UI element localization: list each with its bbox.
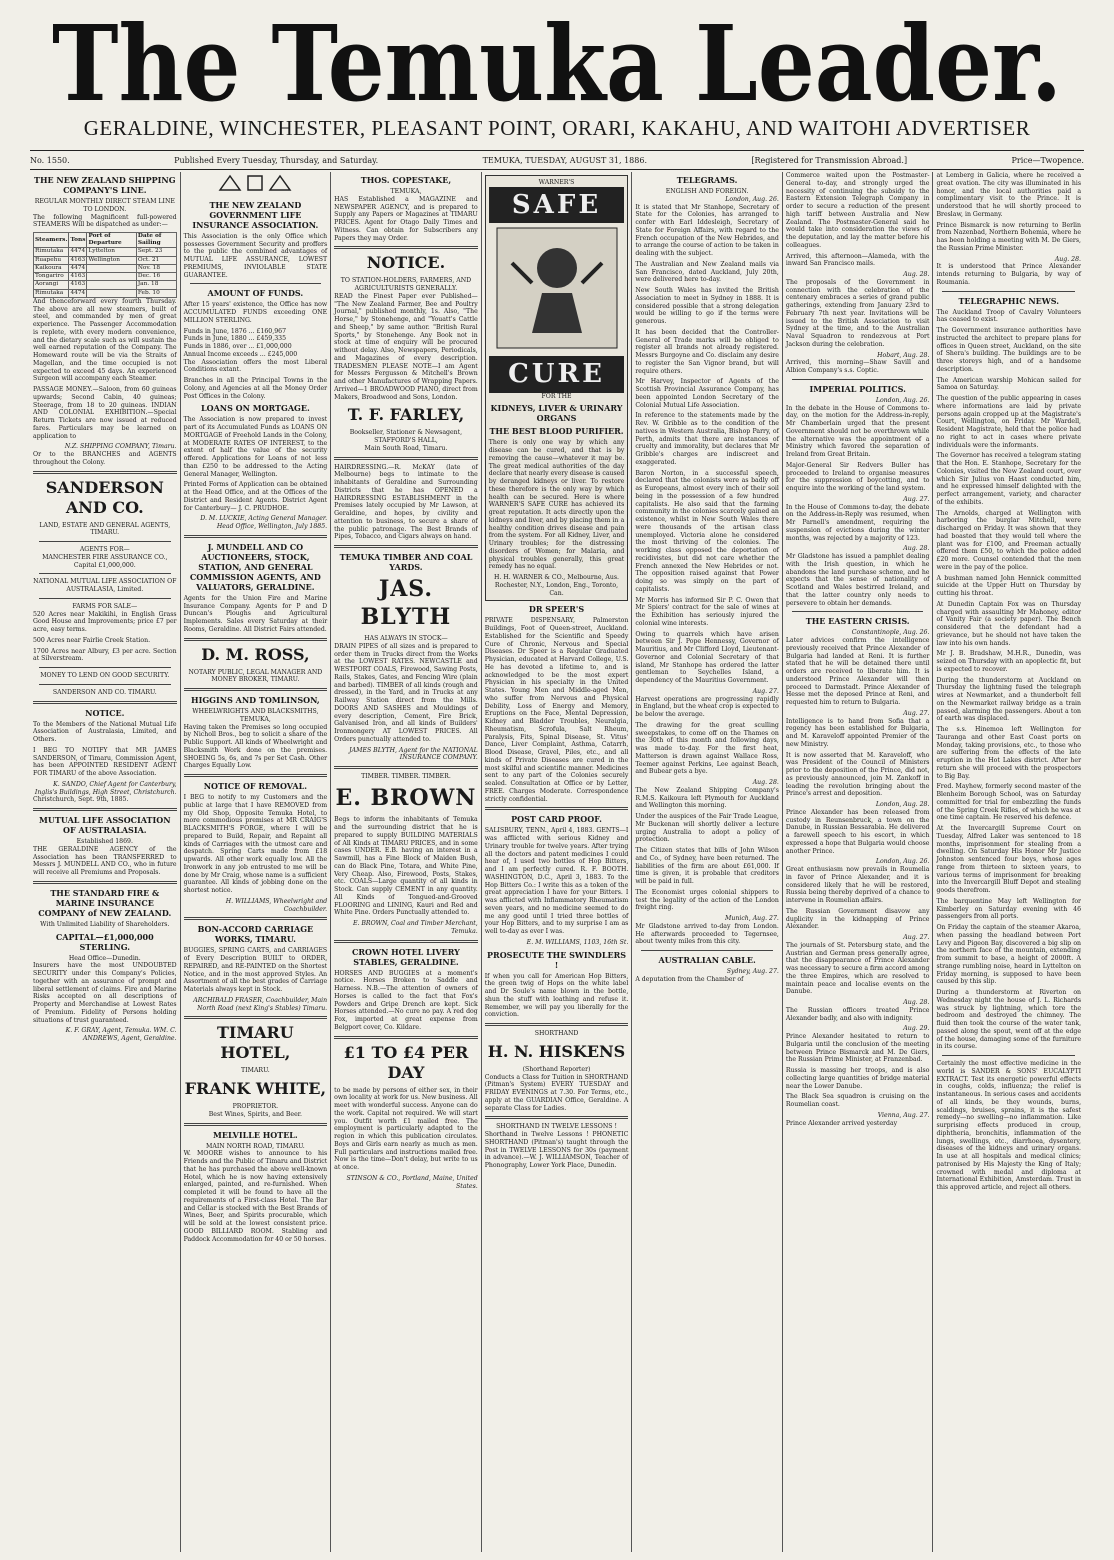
article-para: The Auckland Troop of Cavalry Volunteers has ceased to exist. bbox=[936, 308, 1082, 324]
brown-title: E. BROWN bbox=[335, 784, 477, 811]
article-para: The New Zealand Shipping Company's R.M.S. Kaikoura left Plymouth for Auckland and Wellington this morning. bbox=[635, 786, 779, 810]
farley-sub: Bookseller, Stationer & Newsagent, STAFFORD'S HALL, bbox=[349, 429, 463, 444]
article-para: The journals of St. Petersburg state, and the Austrian and German press generally agree, that the disappearance of Prince Alexander was necessary to secure a firm accord among the three Empires, which are resolved to maintain peace and localise events on the Danube. bbox=[785, 941, 930, 996]
for-the: FOR THE bbox=[541, 392, 572, 400]
article-para: Baron Norton, in a successful speech, declared that the colonists were as badly off as Europeans, almost every inch of their soil being in the possession of a few hundred capitalists. He also said that the farming community in the colonies scarcely gained an existence, whilst in New South Wales there were thousands of the artisan class unemployed. Victoria alone he considered the most thriving of the colonies. The working class opposed the deportation of recidivistes, but did not care whether the French annexed the New Hebrides or not. The opposition raised against that Power doing so was simply on the part of capitalists. bbox=[635, 469, 779, 593]
article-para: At Dunedin Captain Fox was on Thursday charged with assaulting Mr Mahoney, editor of Vanity Fair (a society paper). The Bench considered that the defendant had a grievance, but he should not have taken the law into his own hands. bbox=[936, 600, 1082, 647]
ship-header: Port of Departure bbox=[87, 233, 136, 248]
pound-title: £1 TO £4 PER DAY bbox=[343, 1042, 469, 1082]
funds-title: AMOUNT OF FUNDS. bbox=[207, 288, 304, 299]
farms-title: FARMS FOR SALE— bbox=[72, 602, 138, 610]
table-row bbox=[34, 273, 177, 281]
ross-title: D. M. ROSS, bbox=[201, 644, 310, 664]
sanderson-title: SANDERSON AND CO. bbox=[45, 477, 164, 517]
shorthand-12: SHORTHAND IN TWELVE LESSONS ! bbox=[496, 1123, 617, 1131]
masthead-subtitle: GERALDINE, WINCHESTER, PLEASANT POINT, ORARI, KAKAHU, AND WAITOHI ADVERTISER bbox=[83, 116, 1031, 140]
article-para: The proposals of the Government in connection with the celebration of the centenary embraces a series of grand public gatherings, extending from January 23rd to February 7th next year. Invitations will be issued to the British Association to visit Sydney at the time, and to the Australian Naval Squadron to rendezvous at Port Jackson during the celebration. bbox=[785, 278, 930, 348]
ship-cell: Sept. 23 bbox=[136, 248, 176, 256]
livery-title: CROWN HOTEL LIVERY STABLES, GERALDINE. bbox=[352, 946, 460, 967]
shipping-sign: N.Z. SHIPPING COMPANY, Timaru. bbox=[64, 443, 177, 451]
divider bbox=[39, 684, 171, 685]
column-7 bbox=[933, 172, 1084, 1552]
dateline: Aug. 28. bbox=[903, 545, 930, 553]
pound-sign: STINSON & CO., Portland, Maine, United States. bbox=[346, 1174, 478, 1190]
dateline-constantinople: Constantinople, Aug. 26. bbox=[851, 629, 930, 637]
higgins-sub: WHEELWRIGHTS AND BLACKSMITHS, TEMUKA, bbox=[192, 708, 319, 723]
article-para: A bushman named John Hennick committed suicide at the Upper Hutt on Thursday by cutting his throat. bbox=[936, 574, 1082, 597]
phonetic-body: Shorthand in Twelve Lessons ! PHONETIC SHORTHAND (Pitman's) taught through the Post in TWELVE LESSONS for 30s (payment in advance).—W. J. WILLIAMSON, Teacher of Phonography, Lower York Place, Dunedin. bbox=[484, 1131, 629, 1169]
article-para: Mr Harvey, Inspector of Agents of the Scottish Provincial Assurance Company, has been appointed London Secretary of the Colonial Mutual Life Association. bbox=[635, 378, 779, 409]
ship-cell: Jan. 18 bbox=[136, 281, 176, 289]
article-para: Arrived, this afternoon—Alameda, with the inward San Francisco mails. bbox=[785, 252, 930, 268]
divider bbox=[942, 1055, 1075, 1056]
article-para: The s.s. Hinemoa left Wellington for Tauranga and other East Coast ports on Monday, taking provisions, etc., to those who are suffering from the effects of the late eruption in the Hot Lakes district. After her return she will proceed with the prospectors to Big Bay. bbox=[936, 726, 1082, 780]
national: NATIONAL MUTUAL LIFE ASSOCIATION OF AUSTRALASIA, Limited. bbox=[33, 578, 177, 594]
telegrams-title: TELEGRAMS. bbox=[676, 175, 738, 185]
column-6 bbox=[783, 172, 934, 1552]
table-row bbox=[34, 281, 177, 289]
speer-title: DR SPEER'S bbox=[528, 604, 585, 615]
postcard-body: SALISBURY, TENN., April 4, 1883. GENTS—I was afflicted with serious Kidney and Urinary trouble for twelve years. After trying all the doctors and patent medicines I could hear of, I used two bottles of Hop Bitters, and I am perfectly cured. R. F. BOOTH. WASHINGTON, D.C., April 3, 1883. To the Hop Bitters Co.: I write this as a token of the great appreciation I have for your Bitters. I was afflicted with Inflammatory Rheumatism seven years, and no medicine seemed to do me any good until I tried three bottles of your Hop Bitters, and to my surprise I am as well to-day as ever I was. bbox=[484, 827, 629, 935]
divider bbox=[190, 283, 322, 284]
hiskens-title: H. N. HISKENS bbox=[487, 1041, 626, 1061]
dateline: Aug. 27. bbox=[903, 934, 930, 941]
money-to-lend: MONEY TO LEND ON GOOD SECURITY. bbox=[40, 672, 170, 680]
london-date: London, Aug. 26. bbox=[725, 195, 779, 203]
dateline-london: London, Aug. 26. bbox=[875, 396, 930, 404]
ship-header: Date of Sailing bbox=[136, 233, 176, 248]
ship-cell: Ruapehu bbox=[34, 256, 69, 264]
article-para: Mr Gladstone arrived to-day from London. He afterwards proceeded to Tegernsee, about twenty miles from this city. bbox=[635, 922, 779, 946]
published-days: Published Every Tuesday, Thursday, and Saturday. bbox=[174, 155, 379, 165]
mundell-body: Agents for the Union Fire and Marine Insurance Company. Agents for P and D Duncan's Ploughs and Agricultural Implements. Sales every Saturday at their Rooms, Geraldine. All District Fairs attended. bbox=[183, 594, 328, 633]
cure-banner: CURE bbox=[489, 356, 625, 393]
safe-banner: SAFE bbox=[489, 187, 625, 224]
farms-1: 520 Acres near Makikihi, in English Grass Good House and Improvements; price £7 per acre, easy terms. bbox=[33, 610, 177, 634]
dateline-sydney: Sydney, Aug. 27. bbox=[726, 968, 779, 975]
article-para: It is now asserted that M. Karaveloff, who was President of the Council of Ministers prior to the deposition of the Prince, did not, as previously announced, join M. Zankoff in leading the revolution bringing about the Prince's arrest and deposition. bbox=[785, 751, 930, 798]
postcard-title: POST CARD PROOF. bbox=[511, 814, 602, 825]
higgins-body: Having taken the Premises so long occupied by Nicholl Bros., beg to solicit a share of the Public Support. All kinds of Wheelwright and Blacksmith Work done on the premises. SHOEING 5s, 6s, and 7s per Set Cash. Other Charges Equally Low. bbox=[183, 723, 328, 770]
ship-cell bbox=[87, 273, 136, 281]
dateline: Aug. 27. bbox=[903, 709, 930, 717]
divider bbox=[334, 940, 478, 943]
notice-body-col3: READ the Finest Paper ever Published— "The New Zealand Farmer, Bee and Poultry Journal," published monthly, 1s. Also, "The Horse," by Stonehenge, and "Youatt's Cattle and Sheep," by same author. "British Rural Sports," by Stonehenge. Any Book not in stock at time of enquiry will be procured without delay. Also, Newspapers, Periodicals, and Magazines of every description. TRADESMEN PLEASE NOTE—I am Agent for Messrs Fergusson & Mitchell's Brown and other Manufactures of Wrapping Papers. Arrived—1 BROADWOOD PIANO, direct from Makers, Broadwood and Sons, London. bbox=[334, 292, 478, 401]
ship-cell: Lyttelton bbox=[87, 248, 136, 256]
issue-date: TEMUKA, TUESDAY, AUGUST 31, 1886. bbox=[482, 155, 647, 165]
divider bbox=[184, 535, 328, 538]
sanderson-sub: LAND, ESTATE AND GENERAL AGENTS, TIMARU. bbox=[39, 521, 171, 537]
dateline-munich: Munich, Aug. 27. bbox=[725, 915, 779, 922]
ship-cell: Aorangi bbox=[34, 281, 69, 289]
funds-1: Funds in June, 1876 ... £160,967 bbox=[183, 327, 287, 335]
article-para: Great enthusiasm now prevails in Roumelia in favor of Prince Alexander, and it is considered likely that he will be restored, Russia being thereby deprived of a chance to intervene in Roumelian affairs. bbox=[785, 866, 930, 904]
funds-2: Funds in June, 1880 ... £459,335 bbox=[183, 335, 287, 343]
hiskens-body: Conducts a Class for Tuition in SHORTHAND (Pitman's System) EVERY TUESDAY and FRIDAY EVENINGS at 7.30. For Terms, etc., apply at the GUARDIAN Office, Geraldine. A separate Class for Ladies. bbox=[484, 1073, 629, 1112]
columns bbox=[30, 172, 1084, 1552]
ship-cell: 4474 bbox=[70, 289, 86, 296]
brown-body: Begs to inform the inhabitants of Temuka and the surrounding district that he is prepared to supply BUILDING MATERIALS of All Kinds at TIMARU PRICES, and in some cases UNDER. E.B. having an interest in a Sawmill, has a Fine Block of Maiden Bush, can do Black Pine, Totara, and White Pine, Very Cheap. Also, Firewood, Posts, Stakes, etc. COALS—Large quantity of all kinds in Stock. Can supply CEMENT in any quantity. All Kinds of Tongued-and-Grooved FLOORING and LINING, Kauri and Red and White Pine. Orders Punctually attended to. bbox=[334, 816, 478, 917]
divider bbox=[39, 573, 171, 574]
divider bbox=[641, 950, 773, 951]
ship-cell: 4474 bbox=[70, 248, 86, 255]
article-para: Owing to quarrels which have arisen between Sir J. Pope Hennessy, Governor of Mauritius, and Mr Clifford Lloyd, Lieutenant-Governor and Colonial Secretary of that island, Mr Stanhope has ordered the latter gentleman to Seychelles Island, a dependency of the Mauritius Government. bbox=[635, 630, 779, 684]
speer-body: PRIVATE DISPENSARY, Palmerston Buildings, Foot of Queen-street, Auckland. Established for the Scientific and Speedy Cure of Chronic, Nervous and Special Diseases. Dr Speer is a Regular Graduated Physician, educated at Harvard College, U.S. He has devoted a lifetime to, and is acknowledged to be the most expert Physician in his specialty in the United States. Young Men and Middle-aged Men, who suffer from Nervous and Physical Debility, Loss of Energy and Memory, Eruptions on the Face, Mental Depression, Kidney and Bladder Troubles, Neuralgia, Rheumatism, Scrofula, Salt Rheum, Paralysis, Fits, Spinal Disease, St. Vitus' Dance, Liver Complaint, Asthma, Catarrh, Blood Disease, Gravel, Piles, etc., and all kinds of Private Diseases are cured in the most skilful and scientific manner. Medicines sent to any part of the Colonies securely sealed. Consultation at Office or by Letter, FREE. Charges Moderate. Correspondence strictly confidential. bbox=[484, 617, 629, 803]
mutual-body: THE GERALDINE AGENCY of the Association has been TRANSFERRED to Messrs J. MUNDELL AND CO., who in future will receive all Premiums and Proposals. bbox=[33, 845, 177, 877]
funds-intro: After 15 years' existence, the Office has now ACCUMULATED FUNDS exceeding ONE MILLION STERLING. bbox=[183, 301, 328, 324]
safe-illustration-icon bbox=[489, 223, 625, 356]
telegraphic-news: TELEGRAPHIC NEWS. bbox=[958, 295, 1060, 306]
divider bbox=[485, 1116, 629, 1119]
shipping-title: THE NEW ZEALAND SHIPPING COMPANY'S LINE. bbox=[33, 175, 176, 195]
dateline-london: London, Aug. 28. bbox=[875, 801, 930, 808]
divider bbox=[485, 807, 629, 810]
hotel-goods: Best Wines, Spirits, and Beer. bbox=[208, 1110, 302, 1118]
ship-cell: Dec. 16 bbox=[136, 273, 176, 281]
article-para: Prince Bismarck is now returning to Berlin from Nazenbad, Northern Bohemia, where he has been holding a meeting with M. De Giers, the Russian Prime Minister. bbox=[936, 221, 1082, 252]
shorthand-label: SHORTHAND bbox=[534, 1030, 579, 1037]
coat-of-arms-icon bbox=[184, 172, 328, 197]
divider bbox=[184, 1123, 328, 1126]
article-para: Prince Alexander hesitated to return to Bulgaria until the conclusion of the meeting between Prince Bismarck and M. De Giers, the Russian Prime Minister, at Franzenbad. bbox=[785, 1033, 930, 1064]
ship-table bbox=[33, 232, 177, 298]
melville-addr: MAIN NORTH ROAD, TIMARU. bbox=[206, 1142, 305, 1150]
article-para: During a thunderstorm at Riverton on Wednesday night the house of J. L. Richards was struck by lightning, which tore the bedroom and destroyed the chimney. The fluid then took the course of the water tank, passed along the spout, went off at the edge of the house, damaging some of the furniture in its course. bbox=[936, 989, 1082, 1051]
dateline: Aug. 28. bbox=[1054, 255, 1082, 263]
column-3 bbox=[331, 172, 482, 1552]
article-para: The Russian Government disavow any duplicity in the kidnapping of Prince Alexander. bbox=[785, 907, 930, 931]
article-para: During the thunderstorm at Auckland on Thursday the lightning fused the telegraph wires at Newmarket, and a thunderbolt fell on the Newmarket railway bridge as a train passed, alarming the passengers. About a ton of earth was displaced. bbox=[936, 676, 1082, 723]
ship-cell bbox=[87, 281, 136, 289]
ship-cell: 4474 bbox=[70, 264, 86, 271]
govt-title: THE NEW ZEALAND GOVERNMENT LIFE INSURANCE ASSOCIATION. bbox=[192, 199, 319, 230]
article-para: Major-General Sir Redvers Buller has proceeded to Ireland to organise measures for the suppression of boycotting, and to enquire into the working of the land system. bbox=[785, 461, 930, 492]
article-para: Later advices confirm the intelligence previously received that Prince Alexander of Bulgaria had landed at Reni. It is further stated that he will be detained there until orders are received to liberate him. It is understood Prince Alexander will then proceed to Darmstadt. Prince Alexander of Hesse met the deposed Prince at Reni, and requested him to return to Bulgaria. bbox=[785, 637, 930, 706]
divider bbox=[39, 598, 171, 599]
article-para: Certainly the most effective medicine in the world is SANDER & SONS' EUCALYPTI EXTRACT. Test its energetic powerful effects in coughs, colds, influenza; the relief is instantaneous. In serious cases and accidents of all kinds, be they wounds, burns, scaldings, bruises, sprains, it is the safest remedy—no swelling—no inflammation. Like surprising effects produced in croup, diphtheria, bronchitis, inflammation of the lungs, swellings, etc., diarrhoea, dysentery, diseases of the kidneys and urinary organs. In use at all hospitals and medical clinics; patronised by His Majesty the King of Italy; crowned with medal and diploma at International Exhibition, Amsterdam. Trust in this approved article, and reject all others. bbox=[936, 1060, 1082, 1191]
copestake-place: TEMUKA, bbox=[390, 188, 422, 195]
dateline: Aug. 27. bbox=[903, 495, 930, 503]
masthead-title bbox=[40, 8, 1074, 116]
standard-sign: K. F. GRAY, Agent, Temuka. WM. C. ANDREWS, Agent, Geraldine. bbox=[65, 1027, 177, 1043]
australian-cable: AUSTRALIAN CABLE. bbox=[658, 955, 756, 965]
dateline-vienna: Vienna, Aug. 27. bbox=[877, 1111, 930, 1119]
ross-sub: NOTARY PUBLIC, LEGAL MANAGER AND MONEY BROKER, TIMARU. bbox=[188, 668, 323, 684]
article-para: It has been decided that the Controller-General of Trade marks will be obliged to register all brands not already registered. Messrs Burgoyne and Co. disclaim any desire to register the San Vignor brand, but will require others. bbox=[635, 328, 779, 375]
article-para: On Friday the captain of the steamer Akaroa, when passing the headland between Port Levy and Pigeon Bay, discovered a big slip on the northern face of the mountain, extending from summit to base, a height of 2000ft. A strange rumbling noise, heard in Lyttelton on Friday morning, is supposed to have been caused by this slip. bbox=[936, 924, 1082, 986]
article-para: The Arnolds, charged at Wellington with harboring the burglar Mitchell, were discharged on Friday. It was shown that they had boasted that they would tell where the plant was for £100, and Freeman actually offered them £50, to which the police added £20 more. Counsel contended that the men were in the pay of the police. bbox=[936, 509, 1082, 571]
masthead bbox=[0, 0, 1114, 158]
divider bbox=[184, 774, 328, 777]
divider bbox=[39, 541, 171, 542]
dateline-aug27: Aug. 27. bbox=[752, 687, 779, 695]
copestake-title: THOS. COPESTAKE, bbox=[360, 175, 452, 185]
branches: Branches in all the Principal Towns in the Colony, and Agencies at all the Money Order Post Offices in the Colony. bbox=[183, 377, 328, 400]
article-para: In reference to the statements made by the Rev. W. Gribble as to the condition of the natives in Western Australia, Bishop Parry, of Perth, admits that there are instances of cruelty and immorality, but declares that Mr Gribble's charges are indiscreet and exaggerated. bbox=[635, 412, 779, 466]
mutual-est: Established 1869. bbox=[76, 838, 133, 846]
brown-sign: E. BROWN, Coal and Timber Merchant, Temuka. bbox=[352, 920, 478, 935]
manchester: MANCHESTER FIRE ASSURANCE CO., Capital £1,000,000. bbox=[42, 553, 168, 569]
article-para: Intelligence is to hand from Sofia that a regency has been established for Bulgaria, and M. Karaveloff appointed Premier of the new Ministry. bbox=[785, 717, 930, 748]
article-para: Harvest operations are progressing rapidly in England, but the wheat crop is expected to be below the average. bbox=[635, 695, 779, 718]
masthead-title-svg bbox=[40, 8, 1074, 116]
ship-header: Tons bbox=[69, 233, 87, 248]
shipping-sub: REGULAR MONTHLY DIRECT STEAM LINE TO LONDON. bbox=[34, 198, 175, 213]
safe-sign: H. H. WARNER & CO., Melbourne, Aus. Rochester, N.Y., London, Eng., Toronto, Can. bbox=[494, 574, 620, 597]
article-para: Prince Alexander has been released from custody in Reunsenbruck, a town on the Danube, in Russian Bessarabia. He delivered a farewell speech to his escort, in which expressed a hope that Bulgaria would choose another Prince. bbox=[785, 808, 930, 855]
article-para: Arrived, this morning—Shaw Savill and Albion Company's s.s. Coptic. bbox=[785, 359, 930, 374]
sanderson-sign: SANDERSON AND CO. TIMARU. bbox=[52, 688, 157, 696]
divider bbox=[942, 291, 1075, 292]
article-para: The Citizen states that bills of John Wilson and Co., of Sydney, have been returned. The liabilities of the firm are about £61,000. If time is given, it is probable that creditors will be paid in full. bbox=[635, 847, 779, 885]
article-para: The Government insurance authorities have instructed the architect to prepare plans for offices in Queen street, Auckland, on the site of Shera's building. The buildings are to be three storeys high, and of a handsome description. bbox=[936, 327, 1082, 373]
divider bbox=[184, 638, 328, 641]
notice-date: Christchurch, Sept. 9th, 1885. bbox=[33, 796, 129, 804]
ship-cell: Oct. 21 bbox=[136, 256, 176, 264]
notice-title-col3: NOTICE. bbox=[366, 253, 446, 273]
shipping-fares: PASSAGE MONEY.—Saloon, from 60 guineas upwards; Second Cabin, 40 guineas; Steerage, from 18 to 20 guineas. INDIAN AND COLONIAL EXHIBITION.—Special Return Tickets are now issued at reduced fares. Particulars may be learned on application to bbox=[33, 386, 177, 440]
article-para: Under the auspices of the Fair Trade League, Mr Buckenan will shortly deliver a lecture urging Australia to adopt a policy of protection. bbox=[635, 813, 779, 844]
article-para: at Lemberg in Galicia, where he received a great ovation. The city was illuminated in his honor, and the local authorities paid a complimentary visit to the Prince. It is understood that he will shortly proceed to Breslaw, in Germany. bbox=[936, 172, 1082, 218]
standard-capital: CAPITAL—£1,000,000 STERLING. bbox=[55, 931, 154, 952]
melville-title: MELVILLE HOTEL. bbox=[213, 1129, 298, 1140]
article-para: The barquentine May left Wellington for Kimberley on Saturday evening with 46 passengers from all ports. bbox=[936, 897, 1082, 921]
divider bbox=[33, 808, 177, 811]
livery-body: HORSES AND BUGGIES at a moment's notice. Horses Broken to Saddle and Harness. N.B.—The attention of owners of Horses is called to the fact that Fox's Powders and Gripe Drench are kept. Sick Horses attended.—No cure no pay. A red dog Fox, imported at great expense from Belgport cover, Co. Kildare. bbox=[334, 969, 478, 1031]
article-para: In the debate in the House of Commons to-day, on the motion for the Address-in-reply, Mr Chamberlain urged that the present Government should not be overthrown while the alternative was the appointment of a Ministry which favored the separation of Ireland from Great Britain. bbox=[785, 404, 930, 458]
divider bbox=[334, 545, 478, 548]
warners-label: WARNER'S bbox=[538, 179, 575, 186]
shipping-agents: Or to the BRANCHES and AGENTS throughout the Colony. bbox=[33, 451, 177, 466]
funds-3: Funds in 1886, over ... £1,000,000 bbox=[183, 343, 292, 350]
article-para: Mr J. B. Bradshaw, M.H.R., Dunedin, was seized on Thursday with an apoplectic fit, but is expected to recover. bbox=[936, 650, 1082, 673]
safe-body: There is only one way by which any disease can be cured, and that is by removing the cause—whatever it may be. The great medical authorities of the day declare that nearly every disease is caused by deranged kidneys or liver. To restore these therefore is the only way by which health can be secured. Here is where WARNER'S SAFE CURE has achieved its great reputation. It acts directly upon the kidneys and liver, and by placing them in a healthy condition drives disease and pain from the system. For all Kidney, Liver, and Urinary troubles; for the distressing disorders of Women; for Malaria, and physical troubles generally, this great remedy has no equal. bbox=[488, 439, 625, 571]
article-para: Mr Morris has informed Sir P. C. Owen that Mr Spiers' contract for the sale of wines at the Exhibition has seriously injured the colonial wine interests. bbox=[635, 596, 779, 627]
ship-header: Steamers. bbox=[34, 233, 69, 248]
table-row bbox=[34, 264, 177, 272]
divider bbox=[33, 881, 177, 884]
dateline: Aug. 28. bbox=[903, 999, 930, 1006]
timaru-hotel-title: TIMARU HOTEL, bbox=[216, 1023, 294, 1063]
article-para: Commerce waited upon the Postmaster-General to-day, and strongly urged the necessity of continuing the subsidy to the Eastern Extension Telegraph Company in order to secure a reduction of the present high tariff between Australia and New Zealand. The Postmaster-General said he would take into consideration the views of the deputation, and lay the matter before his colleagues. bbox=[785, 172, 930, 249]
pound-body: to be made by persons of either sex, in their own locality at work for us. New business. All meet with wonderful success. Anyone can do the work. Capital not required. We will start you. Outfit worth £1 mailed free. The employment is particularly adapted to the region in which this publication circulates. Boys and Girls earn nearly as much as men. Full particulars and instructions mailed free. Now is the time—Don't delay, but write to us at once. bbox=[334, 1086, 478, 1171]
notice-body: I BEG TO NOTIFY that MR JAMES SANDERSON, of Timaru, Commission Agent, has been APPOINTED RESIDENT AGENT FOR TIMARU of the above Association. bbox=[33, 746, 177, 778]
divider bbox=[39, 667, 171, 668]
article-para: The Black Sea squadron is cruising on the Roumelian coast. bbox=[785, 1093, 930, 1108]
ship-cell: Kaikoura bbox=[34, 264, 69, 272]
prosecute-body: If when you call for American Hop Bitters, the green twig of Hops on the white label and Dr Soule's name blown in the bottle, shun the stuff with loathing and refuse it. Remember, we will pay you liberally for the conviction. bbox=[484, 972, 629, 1019]
article-para: Russia is massing her troops, and is also collecting large quantities of bridge material near the Lower Danube. bbox=[785, 1067, 930, 1090]
english-foreign: ENGLISH AND FOREIGN. bbox=[665, 188, 749, 195]
brown-timber: TIMBER. TIMBER. TIMBER. bbox=[361, 773, 451, 780]
loans-forms: Printed Forms of Application can be obtained at the Head Office, and at the Offices of the District and Resident Agents. District Agent for Canterbury— J. C. PRUDHOE. bbox=[183, 481, 328, 512]
dateline: Aug. 28. bbox=[903, 271, 930, 278]
divider bbox=[792, 379, 924, 380]
issue-number: No. 1550. bbox=[30, 155, 70, 165]
ship-cell: 4163 bbox=[70, 256, 86, 263]
column-2 bbox=[181, 172, 332, 1552]
coat-of-arms-svg bbox=[210, 172, 300, 194]
ship-cell: Nov. 18 bbox=[136, 264, 176, 272]
divider bbox=[334, 457, 478, 460]
ship-cell bbox=[87, 264, 136, 272]
shipping-intro: The following Magnificent full-powered STEAMERS Will be dispatched as under:— bbox=[33, 213, 177, 229]
registered-notice: [Registered for Transmission Abroad.] bbox=[751, 155, 908, 165]
best-blood: THE BEST BLOOD PURIFIER. bbox=[489, 426, 624, 437]
article-para: The Russian officers treated Prince Alexander badly, and also with indignity. bbox=[785, 1006, 930, 1022]
ship-cell: Wellington bbox=[87, 256, 136, 264]
article-para: The question of the public appearing in cases where informations are laid by private persons again cropped up at the Magistrate's Court, Wellington, on Friday. Mr Wardell, Resident Magistrate, held that the police had no right to act in cases where private individuals were the informants. bbox=[936, 395, 1082, 449]
removal-title: NOTICE OF REMOVAL. bbox=[203, 781, 308, 791]
dateline: Aug. 29. bbox=[903, 1025, 930, 1033]
postcard-sign: E. M. WILLIAMS, 1103, 16th St. bbox=[526, 938, 629, 946]
mutual-title: MUTUAL LIFE ASSOCIATION OF AUSTRALASIA. bbox=[39, 815, 171, 836]
article-para: New South Wales has invited the British Association to meet in Sydney in 1888. It is considered possible that a strong delegation would be willing to go if the terms were generous. bbox=[635, 287, 779, 325]
copestake-body: HAS Established a MAGAZINE and NEWSPAPER AGENCY, and is prepared to Supply any Papers or Magazines at TIMARU PRICES. Agent for Otago Daily Times and Witness. Can obtain for Subscribers any Papers they may Order. bbox=[334, 195, 478, 242]
timaru-hotel-place: TIMARU. bbox=[241, 1067, 270, 1075]
loans-title: LOANS ON MORTGAGE. bbox=[200, 403, 310, 414]
hotel-role: PROPRIETOR. bbox=[232, 1103, 279, 1110]
article-para: A deputation from the Chamber of bbox=[635, 975, 744, 983]
frank-white: FRANK WHITE, bbox=[184, 1079, 327, 1098]
ship-cell: Rimutaka bbox=[34, 248, 69, 256]
safe-cure-ad bbox=[485, 175, 629, 601]
farley-addr: Main South Road, Timaru. bbox=[364, 444, 448, 452]
ship-cell: 4163 bbox=[70, 281, 86, 288]
loans-sign: D. M. LUCKIE, Acting General Manager. Head Office, Wellington, July 1885. bbox=[200, 515, 328, 530]
blyth-title: JAS. BLYTH bbox=[360, 576, 452, 630]
column-4 bbox=[482, 172, 633, 1552]
column-1 bbox=[30, 172, 181, 1552]
dateline bbox=[30, 150, 1084, 170]
imperial-politics: IMPERIAL POLITICS. bbox=[809, 383, 906, 394]
removal-body: I BEG to notify to my Customers and the public at large that I have REMOVED from my Old Shop, Opposite Temuka Hotel, to more commodious premises at MR CRAIG'S BLACKSMITH'S FORGE, where I will be prepared to Build, Repair, and Repaint all kinds of Carriages with the utmost care and despatch. Spring Carts made from £18 upwards. All other work equally low. All the Ironwork in any job entrusted to me will be done by Mr Craig, whose name is a sufficient guarantee. All kinds of jobbing done on the shortest notice. bbox=[183, 794, 328, 894]
notice-sign: K. SANDO, Chief Agent for Canterbury, Inglis's Buildings, High Street, Christchurch. bbox=[34, 780, 177, 796]
removal-sign: H. WILLIAMS, Wheelwright and Coachbuilder. bbox=[225, 897, 328, 913]
agents-for: AGENTS FOR— bbox=[79, 546, 130, 554]
standard-liability: With Unlimited Liability of Shareholders. bbox=[40, 920, 170, 928]
article-para: Mr Gladstone has issued a pamphlet dealing with the Irish question, in which he abandons the land purchase scheme, and he expects that the sense of nationality of Scotland and Wales bestirred Ireland, and that the latter country only needs to persevere to obtain her demands. bbox=[785, 553, 930, 607]
divider bbox=[485, 1023, 629, 1026]
hiskens-role: (Shorthand Reporter) bbox=[522, 1065, 591, 1073]
table-row bbox=[34, 289, 177, 297]
standard-title: THE STANDARD FIRE & MARINE INSURANCE COMPANY of NEW ZEALAND. bbox=[38, 887, 172, 918]
standard-body: Insurers have the most UNDOUBTED SECURITY under this Company's Policies, together with an assurance of prompt and liberal settlement of claims. Fire and Marine Risks accepted on all descriptions of Property and Merchandise at Lowest Rates of Premium. Fidelity of Persons holding situations of trust guaranteed. bbox=[33, 962, 177, 1024]
divider bbox=[184, 1016, 328, 1019]
dateline-aug28: Aug. 28. bbox=[752, 779, 779, 786]
ship-cell: 4163 bbox=[70, 273, 86, 280]
masthead-title-text: The Temuka Leader. bbox=[52, 8, 1062, 116]
column-5 bbox=[632, 172, 783, 1552]
article-para: In the House of Commons to-day, the debate on the Address-in-Reply was resumed, when Mr Parnell's amendment, requiring the suspension of evictions during the winter months, was rejected by a majority of 123. bbox=[785, 503, 930, 542]
bon-accord-body: BUGGIES, SPRING CARTS, and CARRIAGES of Every Description BUILT to ORDER, REPAIRED, and RE-PAINTED on the Shortest Notice, and in the most approved Styles. An Assortment of all the best grades of Carriage Materials always kept in Stock. bbox=[183, 947, 328, 993]
blyth-body: DRAIN PIPES of all sizes and is prepared to order them in Trucks direct from the Works at the LOWEST RATES. NEWCASTLE and WESTPORT COALS, Firewood, Sawing Posts, Rails, Stakes, Gates, and Fencing Wire (plain and barbed). TIMBER of all kinds (rough and dressed), in the Yard, and in Trucks at any Railway Station direct from the Mills. DOORS AND SASHES and Mouldings of every description, Cement, Fire Brick, Galvanised Iron, and all kinds of Builders' Ironmongery AT LOWEST PRICES. All Orders punctually attended to. bbox=[334, 642, 478, 743]
divider bbox=[334, 766, 478, 769]
divider bbox=[184, 917, 328, 920]
article-para: The Australian and New Zealand mails via San Francisco, dated Auckland, July 20th, were delivered here to-day. bbox=[635, 260, 779, 284]
article-para: At the Invercargill Supreme Court on Tuesday, Alfred Laker was sentenced to 18 months, imprisonment for stealing from a dwelling. On Saturday His Honor Mr Justice Johnston sentenced four boys, whose ages range from thirteen to sixteen years, to various terms of imprisonment for breaking into the Invercargill Bluff Depot and stealing goods therefrom. bbox=[936, 825, 1082, 894]
loans-body: The Association is now prepared to invest part of its Accumulated Funds as LOANS ON MORTGAGE of Freehold Lands in the Colony, at MODERATE RATES OF INTEREST, to the extent of half the value of the security offered. Applications for Loans of not less than £250 to be addressed to the Acting General Manager, Wellington. bbox=[183, 416, 328, 478]
higgins-title: HIGGINS AND TOMLINSON, bbox=[191, 695, 320, 705]
article-para: The American warship Mohican sailed for Samoa on Saturday. bbox=[936, 376, 1082, 392]
divider bbox=[33, 471, 177, 474]
table-row bbox=[34, 256, 177, 264]
dateline-hobart: Hobart, Aug. 28. bbox=[877, 351, 930, 359]
dateline-london: London, Aug. 26. bbox=[875, 858, 930, 866]
funds-4: Annual Income exceeds ... £245,000 bbox=[183, 350, 298, 358]
article-para: Prince Alexander arrived yesterday bbox=[785, 1119, 898, 1127]
table-row bbox=[34, 248, 177, 256]
notice-sub-col3: TO STATION-HOLDERS, FARMERS, AND AGRICULTURISTS GENERALLY. bbox=[340, 277, 472, 292]
ship-cell: Feb. 10 bbox=[136, 289, 176, 297]
prosecute-title: PROSECUTE THE SWINDLERS ! bbox=[487, 949, 627, 970]
article-para: Fred. Mayhew, formerly second master of the Blenheim Borough School, was on Saturday committed for trial for embezzling the funds of the Spring Creek Rifles, of which he was at one time captain. He reserved his defence. bbox=[936, 783, 1082, 822]
mundell-title: J. MUNDELL AND CO AUCTIONEERS, STOCK, STATION, AND GENERAL COMMISSION AGENTS, AND VALUATORS, GERALDINE. bbox=[189, 541, 321, 592]
article-para: The Economist urges colonial shippers to test the legality of the action of the London freight ring. bbox=[635, 888, 779, 912]
bon-accord-sign: ARCHIBALD FRASER, Coachbuilder, Main North Road (next King's Stables) Timaru. bbox=[193, 996, 328, 1012]
notice-title: NOTICE. bbox=[85, 707, 125, 718]
article-para: The Governor has received a telegram stating that the Hon. E. Stanhope, Secretary for the Colonies, visited the New Zealand court, over which Sir Julius von Haast conducted him, and he expressed himself delighted with the perfect arrangement, variety, and character of the exhibits. bbox=[936, 452, 1082, 506]
eastern-crisis: THE EASTERN CRISIS. bbox=[805, 616, 910, 627]
article-para: The drawing for the great sculling sweepstakes, to come off on the Thames on the 30th of this month and following days, was made to-day. For the first heat, Matterson is drawn against Wallace Ross, Teemer against Perkins, Lee against Beach, and Bubear gets a bye. bbox=[635, 721, 779, 776]
ship-cell: Rimutaka bbox=[34, 289, 69, 297]
article-para: It is understood that Prince Alexander intends returning to Bulgaria, by way of Roumania. bbox=[936, 263, 1082, 286]
divider bbox=[184, 688, 328, 691]
timber-coal-yards: TEMUKA TIMBER AND COAL YARDS. bbox=[339, 552, 473, 572]
bon-accord-title: BON-ACCORD CARRIAGE WORKS, TIMARU. bbox=[197, 924, 314, 945]
blyth-sub: HAS ALWAYS IN STOCK— bbox=[364, 635, 448, 642]
conditions: The Association offers the most Liberal Conditions extant. bbox=[183, 358, 328, 374]
divider bbox=[334, 1036, 478, 1039]
divider bbox=[334, 246, 478, 249]
standard-office: Head Office—Dunedin. bbox=[68, 954, 141, 962]
ship-cell: Tongariro bbox=[34, 273, 69, 281]
notice-to: To the Members of the National Mutual Life Association of Australasia, Limited, and Others. bbox=[33, 720, 177, 744]
farley-title: T. F. FARLEY, bbox=[347, 405, 465, 425]
farms-3: 1700 Acres near Albury, £3 per acre. Section at Silverstream. bbox=[33, 647, 177, 663]
article-para: It is stated that Mr Stanhope, Secretary of State for the Colonies, has arranged to confer with Earl Iddesleigh, Secretary of State for Foreign Affairs, with regard to the French occupation of the New Hebrides, and to arrange the course of action to be taken in dealing with the subject. bbox=[635, 203, 779, 257]
price: Price—Twopence. bbox=[1011, 155, 1084, 165]
shipping-body: And thenceforward every fourth Thursday. The above are all new steamers, built of steel, and commanded by men of great experience. The Passenger Accommodation is replete, with every modern convenience, and the dietary scale such as will sustain the well earned reputation of the Company. The Homeward route will be via the Straits of Magellan, and the time occupied is not expected to exceed 45 days. An experienced Surgeon will accompany each Steamer. bbox=[33, 297, 177, 383]
govt-body: This Association is the only Office which possesses Government Security and proffers to the public the combined advantages of MUTUAL LIFE ASSURANCE, LOWEST PREMIUMS, INVIOLABLE STATE GUARANTEE. bbox=[183, 232, 328, 279]
kidneys-liver: KIDNEYS, LIVER & URINARY ORGANS bbox=[490, 403, 623, 424]
safe-illustration-svg bbox=[492, 223, 622, 353]
divider bbox=[33, 701, 177, 704]
blyth-sign: JAMES BLYTH, Agent for the NATIONAL INSURANCE COMPANY. bbox=[349, 746, 478, 762]
ship-cell bbox=[87, 289, 136, 297]
moore-body: W. MOORE wishes to announce to his Friends and the Public of Timaru and District that he has purchased the above well-known Hotel, which he is now having extensively enlarged, painted, and re-furnished. When completed it will be found to have all the requirements of a First-class Hotel. The Bar and Cellar is stocked with the Best Brands of Wines, Beer, and Spirits procurable, which will be sold at the lowest consistent price. GOOD BILLIARD ROOM. Stabling and Paddock Accommodation for 40 or 50 horses. bbox=[183, 1150, 328, 1243]
divider bbox=[792, 611, 924, 612]
farms-2: 500 Acres near Fairlie Creek Station. bbox=[33, 636, 151, 644]
hairdressing-body: HAIRDRESSING.—R. McKAY (late of Melbourne) begs to intimate to the inhabitants of Geraldine and Surrounding Districts that he has OPENED a HAIRDRESSING ESTABLISHMENT in the Premises lately occupied by Mr Lawson, at Geraldine, and hopes, by civility and attention to business, to secure a share of the public patronage. The Best Brands of Pipes, Tobacco, and Cigars always on hand. bbox=[334, 463, 478, 541]
